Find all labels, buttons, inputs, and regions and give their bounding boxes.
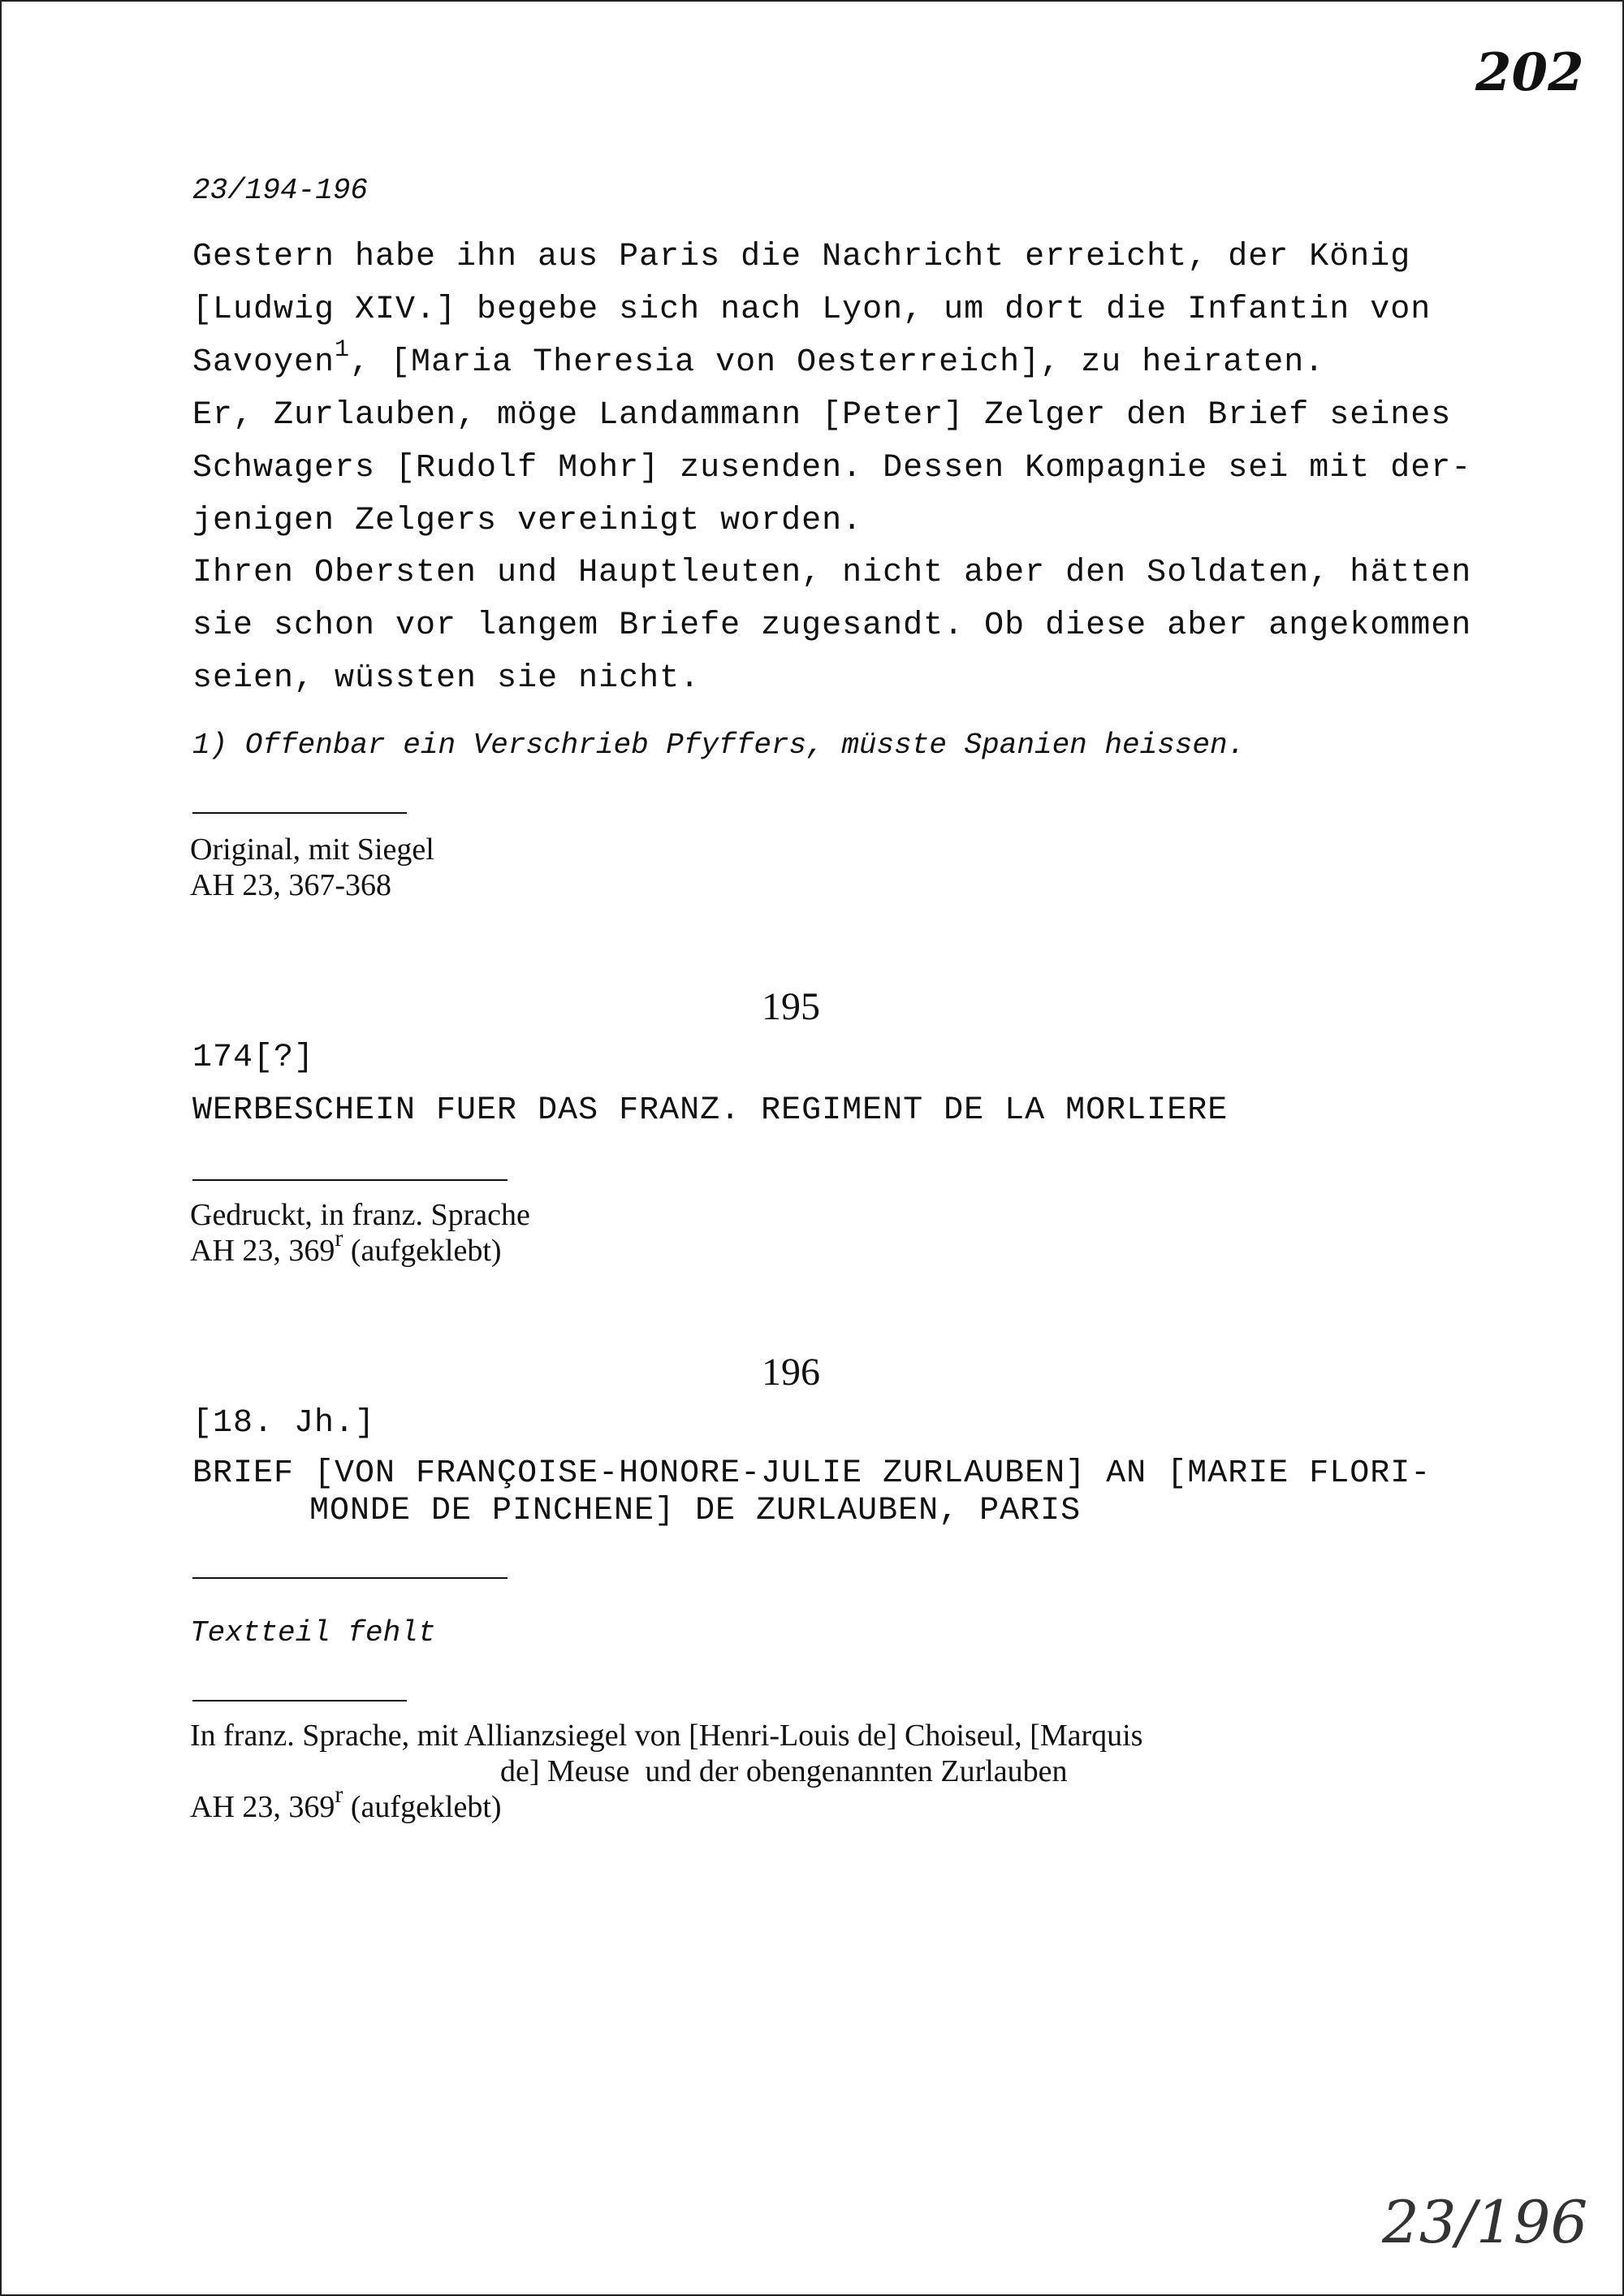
divider bbox=[192, 812, 407, 814]
paragraph-line: Gestern habe ihn aus Paris die Nachricht erreicht, der König bbox=[192, 239, 1411, 275]
divider bbox=[192, 1700, 407, 1701]
text-missing-note: Textteil fehlt bbox=[190, 1616, 436, 1650]
paragraph-line-text: , [Maria Theresia von Oesterreich], zu heiraten. bbox=[350, 344, 1325, 381]
document-reference: 23/194-196 bbox=[192, 174, 369, 207]
archive-reference-tail: (aufgeklebt) bbox=[343, 1790, 502, 1824]
document-date: 174[?] bbox=[192, 1040, 315, 1076]
divider bbox=[192, 1577, 508, 1579]
document-title-line: BRIEF [VON FRANÇOISE-HONORE-JULIE ZURLAUBEN] AN [MARIE FLORI- bbox=[192, 1455, 1432, 1492]
paragraph-line: seien, wüssten sie nicht. bbox=[192, 660, 701, 697]
recto-marker: r bbox=[335, 1225, 343, 1252]
paragraph-line: jenigen Zelgers vereinigt worden. bbox=[192, 503, 863, 539]
archive-reference bbox=[190, 1781, 502, 1825]
recto-marker: r bbox=[335, 1781, 343, 1808]
paragraph-line bbox=[192, 336, 1325, 381]
footnote-marker: 1 bbox=[335, 336, 351, 364]
divider bbox=[192, 1179, 508, 1181]
source-line: Original, mit Siegel bbox=[190, 832, 434, 867]
document-title: WERBESCHEIN FUER DAS FRANZ. REGIMENT DE LA MORLIERE bbox=[192, 1092, 1229, 1129]
document-title-line: MONDE DE PINCHENE] DE ZURLAUBEN, PARIS bbox=[309, 1493, 1082, 1529]
source-line: In franz. Sprache, mit Allianzsiegel von [Henri-Louis de] Choiseul, [Marquis bbox=[190, 1719, 1143, 1753]
footnote: 1) Offenbar ein Verschrieb Pfyffers, müsste Spanien heissen. bbox=[192, 729, 1246, 762]
paragraph-line: Er, Zurlauben, möge Landammann [Peter] Zelger den Brief seines bbox=[192, 397, 1452, 434]
archive-reference bbox=[190, 1225, 502, 1269]
archive-reference-main: AH 23, 369 bbox=[190, 1790, 335, 1824]
paragraph-line: Schwagers [Rudolf Mohr] zusenden. Dessen Kompagnie sei mit der- bbox=[192, 450, 1472, 486]
handwritten-page-number: 202 bbox=[1475, 42, 1584, 103]
paragraph-line: sie schon vor langem Briefe zugesandt. Ob diese aber angekommen bbox=[192, 608, 1472, 644]
paragraph-line-text: Savoyen bbox=[192, 344, 335, 381]
document-number: 195 bbox=[762, 985, 820, 1028]
document-date: [18. Jh.] bbox=[192, 1405, 376, 1442]
document-number: 196 bbox=[762, 1351, 820, 1394]
source-line: Gedruckt, in franz. Sprache bbox=[190, 1198, 530, 1232]
archive-reference-main: AH 23, 369 bbox=[190, 1234, 335, 1268]
paragraph-line: [Ludwig XIV.] begebe sich nach Lyon, um dort die Infantin von bbox=[192, 292, 1432, 328]
archive-reference-tail: (aufgeklebt) bbox=[343, 1234, 502, 1268]
archive-stamp: 23/196 bbox=[1382, 2188, 1588, 2256]
source-line: de] Meuse und der obengenannten Zurlauben bbox=[500, 1754, 1068, 1788]
archive-reference: AH 23, 367-368 bbox=[190, 868, 392, 902]
paragraph-line: Ihren Obersten und Hauptleuten, nicht aber den Soldaten, hätten bbox=[192, 555, 1472, 591]
